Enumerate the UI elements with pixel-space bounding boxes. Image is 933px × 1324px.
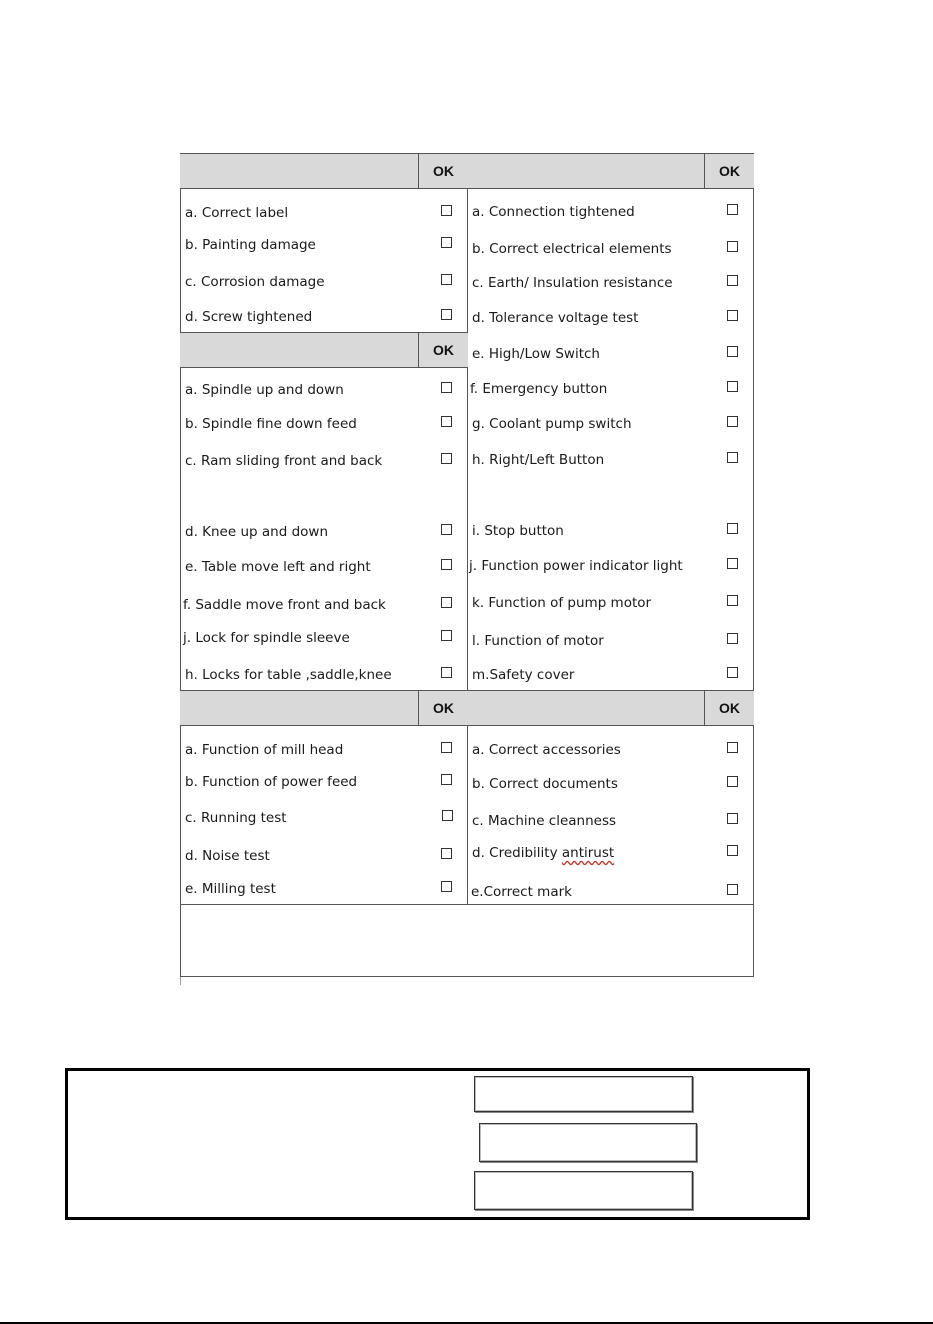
ok-checkbox[interactable] — [441, 848, 452, 859]
ok-checkbox[interactable] — [727, 845, 738, 856]
ok-checkbox[interactable] — [727, 523, 738, 534]
ok-checkbox[interactable] — [727, 633, 738, 644]
list-item: c. Corrosion damage — [185, 274, 325, 290]
ok-checkbox[interactable] — [727, 776, 738, 787]
remarks-area — [181, 905, 753, 976]
list-item: f. Saddle move front and back — [183, 597, 386, 613]
ok-checkbox[interactable] — [441, 881, 452, 892]
ok-checkbox[interactable] — [441, 630, 452, 641]
ok-checkbox[interactable] — [727, 310, 738, 321]
ok-checkbox[interactable] — [441, 559, 452, 570]
signature-field[interactable] — [479, 1123, 697, 1162]
list-item: a. Spindle up and down — [185, 382, 344, 398]
ok-checkbox[interactable] — [441, 309, 452, 320]
header-row-3-left — [180, 690, 468, 726]
ok-column-header: OK — [418, 154, 468, 188]
ok-checkbox[interactable] — [441, 274, 452, 285]
signature-frame — [65, 1068, 810, 1220]
list-item: l. Function of motor — [472, 633, 604, 649]
ok-checkbox[interactable] — [727, 416, 738, 427]
ok-checkbox[interactable] — [727, 241, 738, 252]
list-item: g. Coolant pump switch — [472, 416, 632, 432]
list-item: b. Correct documents — [472, 776, 618, 792]
list-item: j. Lock for spindle sleeve — [183, 630, 350, 646]
ok-column-header: OK — [418, 691, 468, 725]
ok-checkbox[interactable] — [441, 205, 452, 216]
list-item-label: d. Credibility — [472, 845, 562, 861]
ok-checkbox[interactable] — [727, 275, 738, 286]
list-item: h. Locks for table ,saddle,knee — [185, 667, 392, 683]
header-row-2-left — [180, 332, 468, 368]
header-row-1-right — [467, 153, 754, 189]
list-item: e.Correct mark — [471, 884, 572, 900]
ok-column-header: OK — [704, 691, 754, 725]
list-item: c. Running test — [185, 810, 287, 826]
list-item: e. Table move left and right — [185, 559, 371, 575]
list-item: c. Machine cleanness — [472, 813, 617, 829]
list-item: e. Milling test — [185, 881, 276, 897]
signature-field[interactable] — [474, 1076, 693, 1112]
ok-checkbox[interactable] — [727, 558, 738, 569]
header-row-1-left — [180, 153, 468, 189]
list-item: h. Right/Left Button — [472, 452, 605, 468]
list-item: b. Correct electrical elements — [472, 241, 672, 257]
ok-checkbox[interactable] — [441, 774, 452, 785]
ok-checkbox[interactable] — [727, 884, 738, 895]
ok-checkbox[interactable] — [727, 204, 738, 215]
ok-checkbox[interactable] — [727, 667, 738, 678]
list-item: a. Function of mill head — [185, 742, 344, 758]
ok-checkbox[interactable] — [727, 595, 738, 606]
list-item: d. Screw tightened — [185, 309, 313, 325]
ok-checkbox[interactable] — [727, 452, 738, 463]
list-item: d. Tolerance voltage test — [472, 310, 639, 326]
header-row-3-right — [467, 690, 754, 726]
ok-checkbox[interactable] — [441, 667, 452, 678]
ok-checkbox[interactable] — [441, 382, 452, 393]
ok-column-header: OK — [418, 333, 468, 367]
list-item: b. Spindle fine down feed — [185, 416, 357, 432]
list-item: b. Painting damage — [185, 237, 316, 253]
ok-column-header: OK — [704, 154, 754, 188]
list-item: a. Correct accessories — [472, 742, 621, 758]
list-item: m.Safety cover — [472, 667, 575, 683]
list-item: b. Function of power feed — [185, 774, 358, 790]
table-corner-mark — [180, 977, 181, 985]
column-divider — [467, 153, 468, 905]
list-item: j. Function power indicator light — [469, 558, 683, 574]
ok-checkbox[interactable] — [727, 346, 738, 357]
list-item: k. Function of pump motor — [472, 595, 652, 611]
list-item: i. Stop button — [472, 523, 564, 539]
ok-checkbox[interactable] — [441, 524, 452, 535]
ok-checkbox[interactable] — [442, 810, 453, 821]
signature-field[interactable] — [474, 1171, 693, 1210]
list-item: a. Correct label — [185, 205, 289, 221]
ok-checkbox[interactable] — [727, 381, 738, 392]
spellcheck-word: antirust — [561, 845, 615, 861]
list-item: f. Emergency button — [470, 381, 608, 397]
ok-checkbox[interactable] — [441, 237, 452, 248]
list-item — [472, 844, 614, 862]
ok-checkbox[interactable] — [441, 597, 452, 608]
ok-checkbox[interactable] — [441, 742, 452, 753]
list-item: d. Noise test — [185, 848, 270, 864]
ok-checkbox[interactable] — [441, 416, 452, 427]
list-item: a. Connection tightened — [472, 204, 635, 220]
list-item: d. Knee up and down — [185, 524, 328, 540]
list-item: c. Ram sliding front and back — [185, 453, 383, 469]
ok-checkbox[interactable] — [727, 742, 738, 753]
ok-checkbox[interactable] — [441, 453, 452, 464]
ok-checkbox[interactable] — [727, 813, 738, 824]
list-item: c. Earth/ Insulation resistance — [472, 275, 673, 291]
list-item: e. High/Low Switch — [472, 346, 600, 362]
